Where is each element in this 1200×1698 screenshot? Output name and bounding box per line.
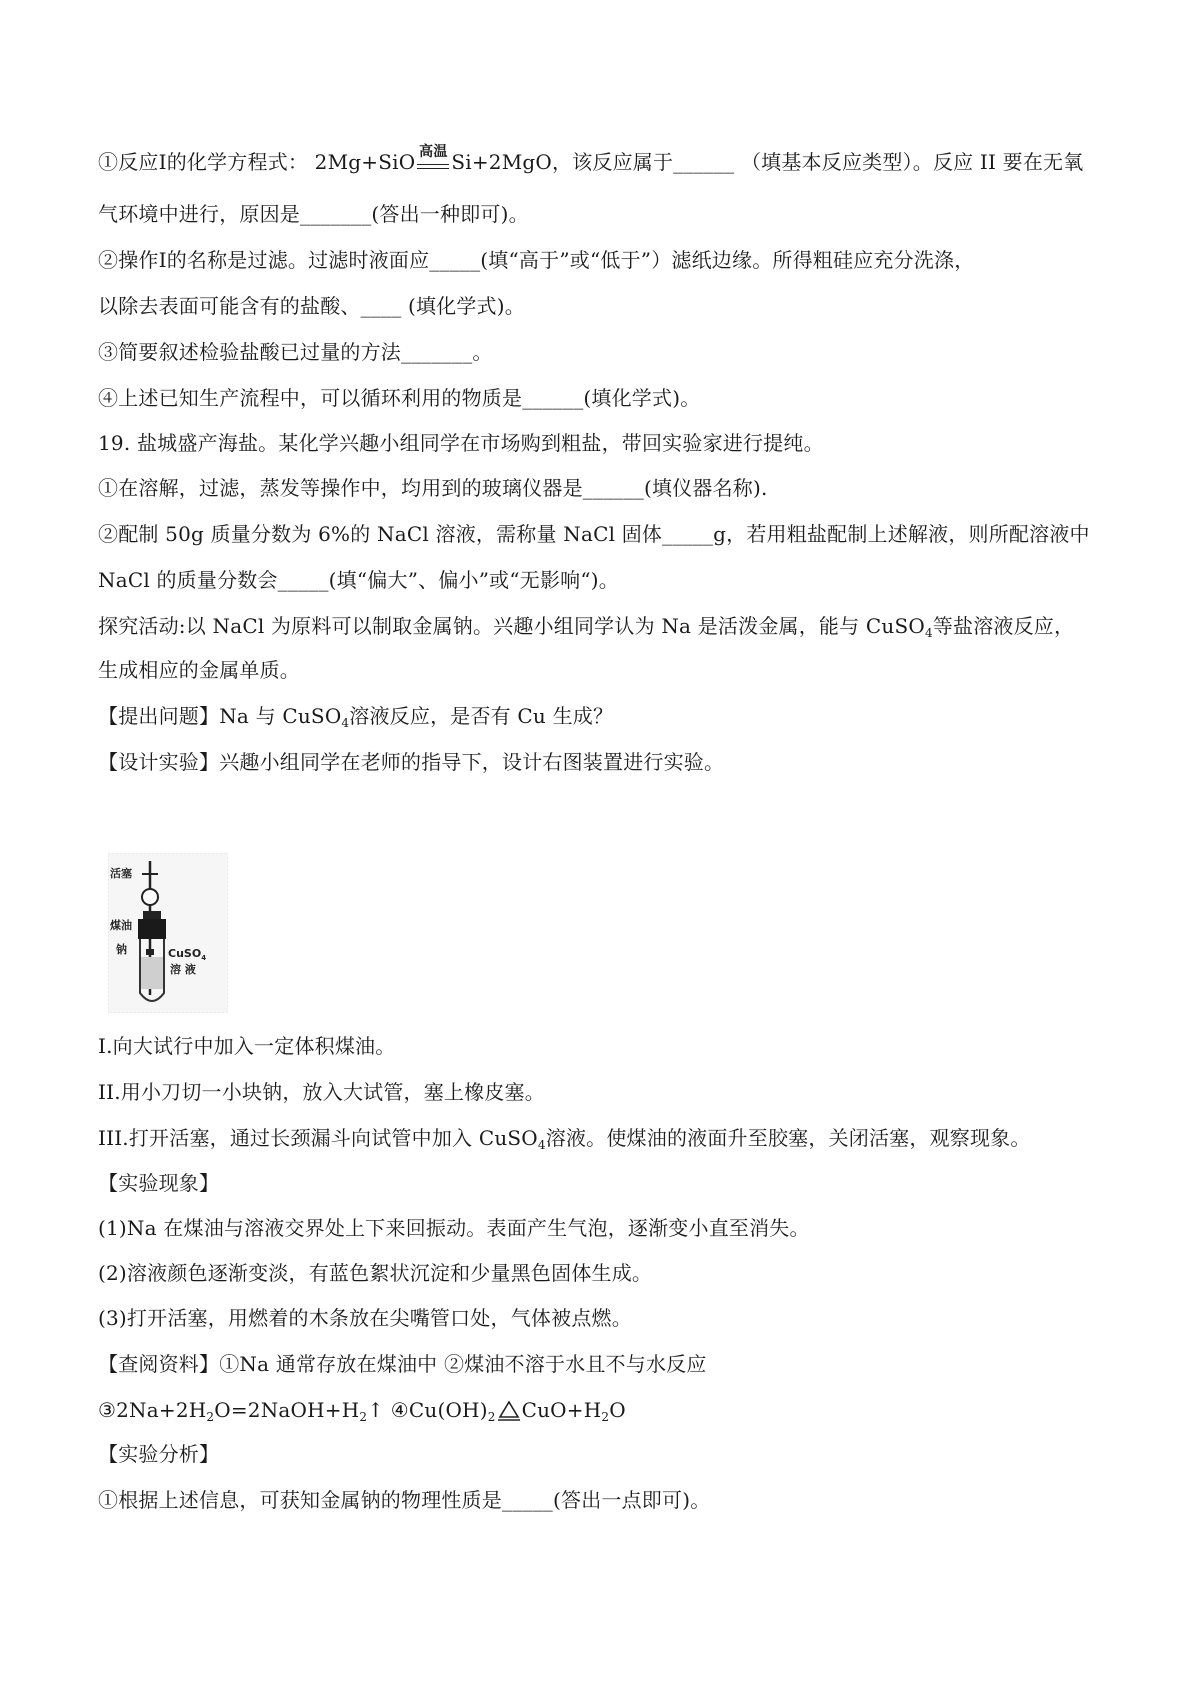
- question-start: 【提出问题】Na 与 CuSO: [98, 704, 342, 728]
- apparatus-figure: [108, 853, 228, 1013]
- ref-eq-a: ③2Na+2H: [98, 1398, 207, 1422]
- q19-explore-line: [98, 612, 1074, 640]
- subscript: 4: [341, 716, 350, 730]
- q19-line-3: NaCl 的质量分数会_____(填“偏大”、偏小”或“无影响“)。: [98, 568, 620, 592]
- explore-text-start: 探究活动:以 NaCl 为原料可以制取金属钠。兴趣小组同学认为 Na 是活泼金属，能与 CuSO: [98, 614, 925, 638]
- heating-triangle-icon: [496, 1396, 522, 1424]
- high-temp-condition: [415, 144, 451, 176]
- phenomenon-2: (2)溶液颜色逐渐变淡，有蓝色絮状沉淀和少量黑色固体生成。: [98, 1261, 653, 1285]
- q19-title: 19. 盐城盛产海盐。某化学兴趣小组同学在市场购到粗盐，带回实验家进行提纯。: [98, 431, 824, 455]
- solution-label: 溶 液: [170, 963, 196, 976]
- q18-line-2: 气环境中进行，原因是_______(答出一种即可)。: [98, 202, 529, 226]
- analysis-title: 【实验分析】: [98, 1442, 220, 1466]
- q18-line-4: 以除去表面可能含有的盐酸、____ (填化学式)。: [98, 294, 525, 318]
- step-1: I.向大试行中加入一定体积煤油。: [98, 1034, 396, 1058]
- q18-line-6: ④上述已知生产流程中，可以循环利用的物质是______(填化学式)。: [98, 386, 701, 410]
- phenomena-title: 【实验现象】: [98, 1171, 220, 1195]
- cuso4-text: CuSO: [168, 947, 202, 960]
- ref-eq-d: CuO+H: [521, 1398, 602, 1422]
- high-temp-label: 高温: [419, 144, 448, 160]
- q19-line-1: ①在溶解，过滤，蒸发等操作中，均用到的玻璃仪器是______(填仪器名称).: [98, 476, 768, 500]
- q18-line-5: ③简要叙述检验盐酸已过量的方法_______。: [98, 340, 493, 364]
- phenomenon-3: (3)打开活塞，用燃着的木条放在尖嘴管口处，气体被点燃。: [98, 1306, 632, 1330]
- explore-text-end: 等盐溶液反应，: [932, 614, 1075, 638]
- reference-line-2: [98, 1396, 626, 1424]
- reference-line-1: 【查阅资料】①Na 通常存放在煤油中 ②煤油不溶于水且不与水反应: [98, 1352, 707, 1376]
- subscript: 2: [601, 1410, 610, 1424]
- q18-line-3: ②操作Ⅰ的名称是过滤。过滤时液面应_____(填“高于”或“低于”）滤纸边缘。所得粗硅应充分洗涤，: [98, 248, 975, 272]
- design-experiment: 【设计实验】兴趣小组同学在老师的指导下，设计右图装置进行实验。: [98, 750, 725, 774]
- subscript: 2: [487, 1410, 496, 1424]
- kerosene-label: 煤油: [110, 919, 132, 932]
- q19-explore-line-2: 生成相应的金属单质。: [98, 658, 300, 682]
- ref-eq-b: O=2NaOH+H: [214, 1398, 360, 1422]
- q18-equation-start: ①反应Ⅰ的化学方程式： 2Mg+SiO: [98, 150, 416, 174]
- ref-eq-e: O: [609, 1398, 626, 1422]
- sodium-label: 钠: [116, 943, 127, 956]
- step-2: II.用小刀切一小块钠，放入大试管，塞上橡皮塞。: [98, 1080, 545, 1104]
- step-3-start: III.打开活塞，通过长颈漏斗向试管中加入 CuSO: [98, 1126, 538, 1150]
- q18-equation-end: Si+2MgO，该反应属于______ （填基本反应类型）。反应 II 要在无氧: [451, 150, 1084, 174]
- subscript: 2: [206, 1410, 215, 1424]
- cuso4-label: [168, 947, 206, 962]
- step-3: [98, 1124, 1031, 1152]
- subscript: 2: [359, 1410, 368, 1424]
- q19-line-2: ②配制 50g 质量分数为 6%的 NaCl 溶液，需称量 NaCl 固体_____g，若用粗盐配制上述解液，则所配溶液中: [98, 522, 1090, 546]
- ref-eq-c: ↑ ④Cu(OH): [367, 1398, 488, 1422]
- question-end: 溶液反应，是否有 Cu 生成？: [349, 704, 614, 728]
- subscript: 4: [537, 1138, 546, 1152]
- subscript: 4: [924, 626, 933, 640]
- step-3-end: 溶液。使煤油的液面升至胶塞，关闭活塞，观察现象。: [545, 1126, 1031, 1150]
- q18-line-1: [98, 144, 1084, 176]
- analysis-1: ①根据上述信息，可获知金属钠的物理性质是_____(答出一点即可)。: [98, 1488, 711, 1512]
- phenomenon-1: (1)Na 在煤油与溶液交界处上下来回振动。表面产生气泡，逐渐变小直至消失。: [98, 1216, 810, 1240]
- raise-question: [98, 702, 613, 730]
- cuso4-sub: 4: [201, 954, 207, 962]
- stopcock-label: 活塞: [110, 867, 132, 880]
